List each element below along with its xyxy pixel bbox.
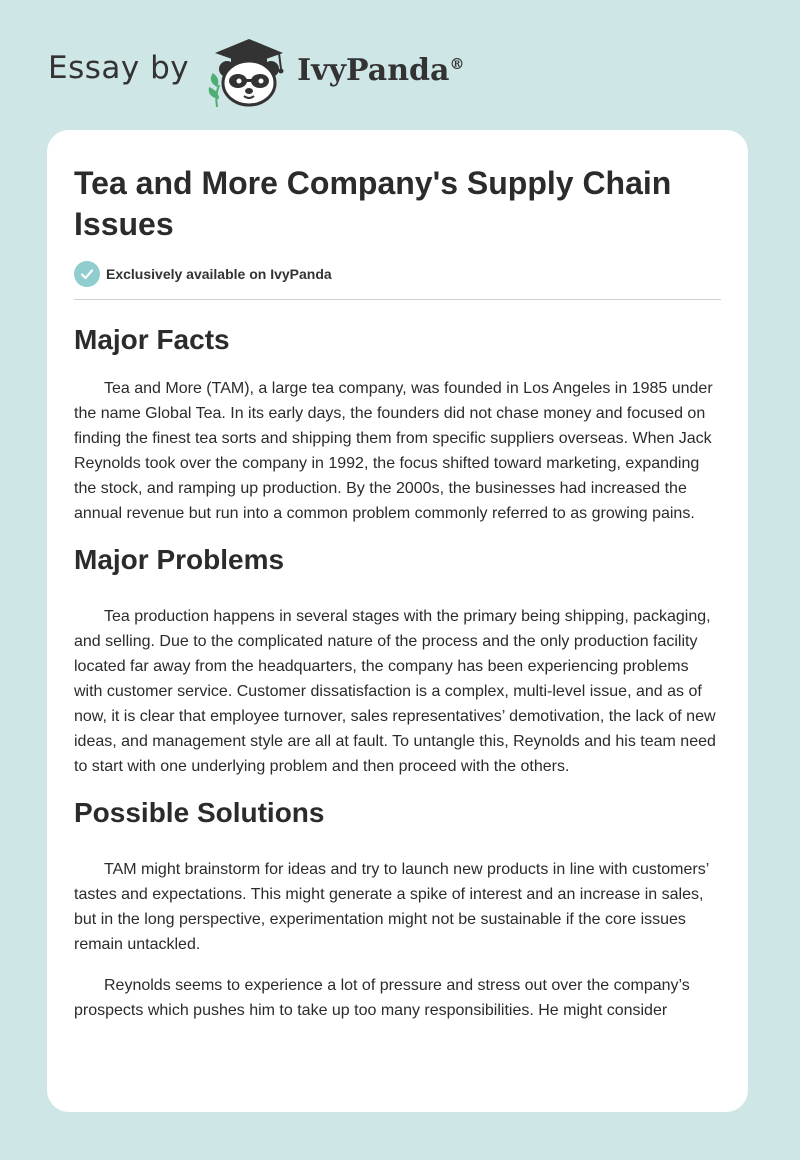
title-divider — [74, 299, 721, 300]
section-paragraph: Reynolds seems to experience a lot of pressure and stress out over the company’s prospects which pushes him to take up too many responsibilities. He might consider — [74, 977, 690, 1019]
registered-mark: ® — [449, 54, 465, 73]
essay-card — [47, 130, 748, 1112]
section-paragraph: Tea production happens in several stages with the primary being shipping, packaging, and selling. Due to the complicated nature of the process and the only production facility located far away from the headquarters, the company has been experiencing problems with customer service. Customer dissatisfaction is a complex, multi-level issue, and as of now, it is clear that employee turnover, sales representatives’ demotivation, the lack of new ideas, and management style are all at fault. To untangle this, Reynolds and his team need to start with one underlying problem and then proceed with the others. — [74, 608, 716, 775]
section-paragraph: Tea and More (TAM), a large tea company, was founded in Los Angeles in 1985 under the name Global Tea. In its early days, the founders did not chase money and focused on finding the finest tea sorts and shipping them from specific suppliers overseas. When Jack Reynolds took over the company in 1992, the focus shifted toward marketing, expanding the stock, and ramping up production. By the 2000s, the businesses had increased the annual revenue but run into a common problem commonly referred to as growing pains. — [74, 380, 713, 522]
section-heading: Possible Solutions — [74, 797, 325, 828]
section-paragraph: TAM might brainstorm for ideas and try to launch new products in line with customers’ tastes and expectations. This might generate a spike of interest and an increase in sales, but in the long perspective, experimentation might not be sustainable if the core issues remain untackled. — [74, 861, 709, 953]
brand-name-text: IvyPanda — [297, 52, 450, 88]
check-icon — [74, 261, 100, 287]
brand-name — [297, 53, 464, 88]
exclusive-label: Exclusively available on IvyPanda — [106, 266, 332, 282]
section-heading: Major Facts — [74, 324, 230, 355]
brand-prefix: Essay by — [48, 50, 190, 86]
essay-title: Tea and More Company's Supply Chain Issues — [74, 165, 672, 242]
section-heading: Major Problems — [74, 544, 285, 575]
brand-header[interactable] — [48, 34, 464, 110]
exclusive-badge — [74, 261, 721, 287]
panda-graduate-icon — [203, 35, 295, 109]
